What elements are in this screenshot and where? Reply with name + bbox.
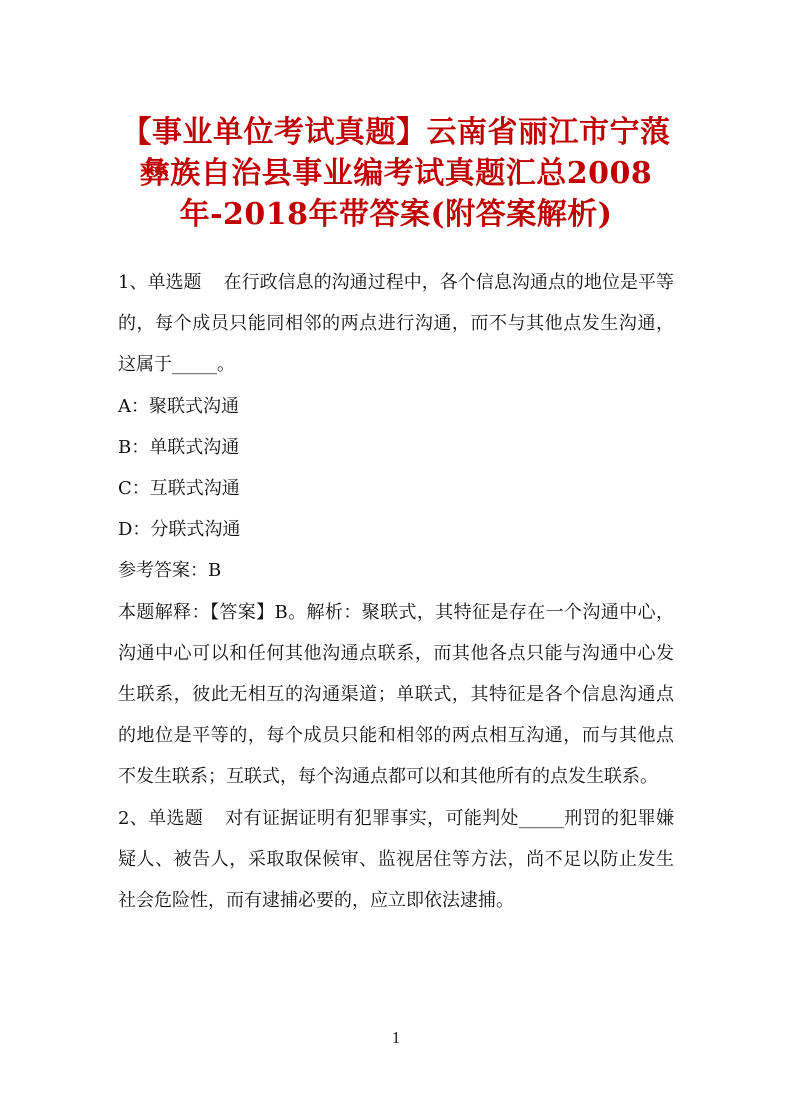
option-a: A：聚联式沟通 — [118, 395, 239, 417]
question-text: 对有证据证明有犯罪事实，可能判处_____刑罚的犯罪嫌疑人、被告人，采取取保候审、监视居住等方法，尚不足以防止发生社会危险性，而有逮捕必要的，应立即依法逮捕。 — [118, 807, 675, 912]
page-number: 1 — [391, 1028, 401, 1047]
question-1 — [118, 262, 674, 798]
reference-answer: 参考答案：B — [118, 560, 222, 582]
question-2 — [118, 798, 674, 922]
question-stem — [118, 798, 674, 922]
document-title: 【事业单位考试真题】云南省丽江市宁蒗彝族自治县事业编考试真题汇总2008年-2018年带答案(附答案解析) — [121, 115, 671, 232]
document-body — [118, 262, 674, 921]
question-stem — [118, 262, 674, 386]
option-b: B：单联式沟通 — [118, 436, 240, 458]
answer-explanation: 本题解释：【答案】B。解析：聚联式，其特征是存在一个沟通中心，沟通中心可以和任何其他沟通点联系，而其他各点只能与沟通中心发生联系，彼此无相互的沟通渠道；单联式，其特征是各个信息沟通点的地位是平等的，每个成员只能和相邻的两点相互沟通，而与其他点不发生联系；互联式，每个沟通点都可以和其他所有的点发生联系。 — [118, 601, 674, 788]
question-number-type: 2、单选题 — [118, 807, 204, 829]
option-c: C：互联式沟通 — [118, 478, 240, 500]
question-text: 在行政信息的沟通过程中，各个信息沟通点的地位是平等的，每个成员只能同相邻的两点进行沟通，而不与其他点发生沟通，这属于_____。 — [118, 272, 674, 376]
question-number-type: 1、单选题 — [118, 272, 202, 293]
option-d: D：分联式沟通 — [118, 519, 241, 541]
